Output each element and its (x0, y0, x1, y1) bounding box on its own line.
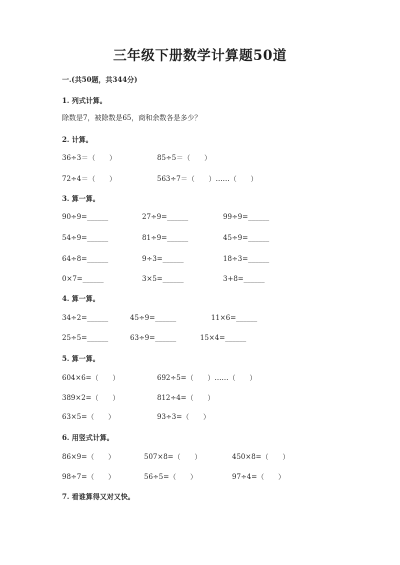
problem: 692÷5=（ ）……（ ） (157, 374, 257, 382)
section-1-heading: 1. 列式计算。 (62, 96, 107, 105)
problem: 90÷9=______ (62, 213, 109, 221)
section-5-heading: 5. 算一算。 (62, 354, 100, 363)
section-7-heading: 7. 看谁算得又对又快。 (62, 492, 135, 501)
problem: 64÷8=______ (62, 255, 109, 263)
problem: 389×2=（ ） (62, 394, 120, 402)
problem: 18÷3=______ (223, 255, 270, 263)
problem: 27÷9=______ (142, 213, 189, 221)
problem: 450×8=（ ） (232, 453, 290, 461)
problem: 85÷5＝（ ） (157, 154, 212, 162)
section-1-problem: 除数是7，被除数是65，商和余数各是多少？ (62, 114, 202, 122)
problem: 507×8=（ ） (144, 453, 202, 461)
problem: 11×6=______ (211, 314, 258, 322)
problem: 25÷5=______ (62, 334, 109, 342)
problem: 34÷2=______ (62, 314, 109, 322)
problem: 15×4=______ (200, 334, 247, 342)
section-4-heading: 4. 算一算。 (62, 294, 100, 303)
problem: 86×9=（ ） (62, 453, 116, 461)
problem: 3×5=______ (142, 275, 184, 283)
problem: 93÷3=（ ） (157, 413, 211, 421)
problem: 604×6=（ ） (62, 374, 120, 382)
problem: 45÷9=______ (130, 314, 177, 322)
problem: 72÷4＝（ ） (62, 175, 117, 183)
problem: 812÷4=（ ） (157, 394, 215, 402)
section-2-heading: 2. 计算。 (62, 135, 93, 144)
problem: 99÷9=______ (223, 213, 270, 221)
problem: 56÷5=（ ） (144, 473, 198, 481)
problem: 0×7=______ (62, 275, 104, 283)
section-3-heading: 3. 算一算。 (62, 194, 100, 203)
problem: 36÷3＝（ ） (62, 154, 117, 162)
problem: 97÷4=（ ） (232, 473, 286, 481)
problem: 98÷7=（ ） (62, 473, 116, 481)
part-header: 一.(共50题，共344分) (62, 75, 138, 84)
problem: 54÷9=______ (62, 234, 109, 242)
problem: 45÷9=______ (223, 234, 270, 242)
problem: 3+8=______ (223, 275, 265, 283)
problem: 63×5=（ ） (62, 413, 116, 421)
problem: 81÷9=______ (142, 234, 189, 242)
problem: 63÷9=______ (130, 334, 177, 342)
section-6-heading: 6. 用竖式计算。 (62, 433, 114, 442)
page-title: 三年级下册数学计算题50道 (113, 48, 287, 64)
problem: 9÷3=______ (142, 255, 184, 263)
problem: 563÷7＝（ ）……（ ） (157, 175, 258, 183)
